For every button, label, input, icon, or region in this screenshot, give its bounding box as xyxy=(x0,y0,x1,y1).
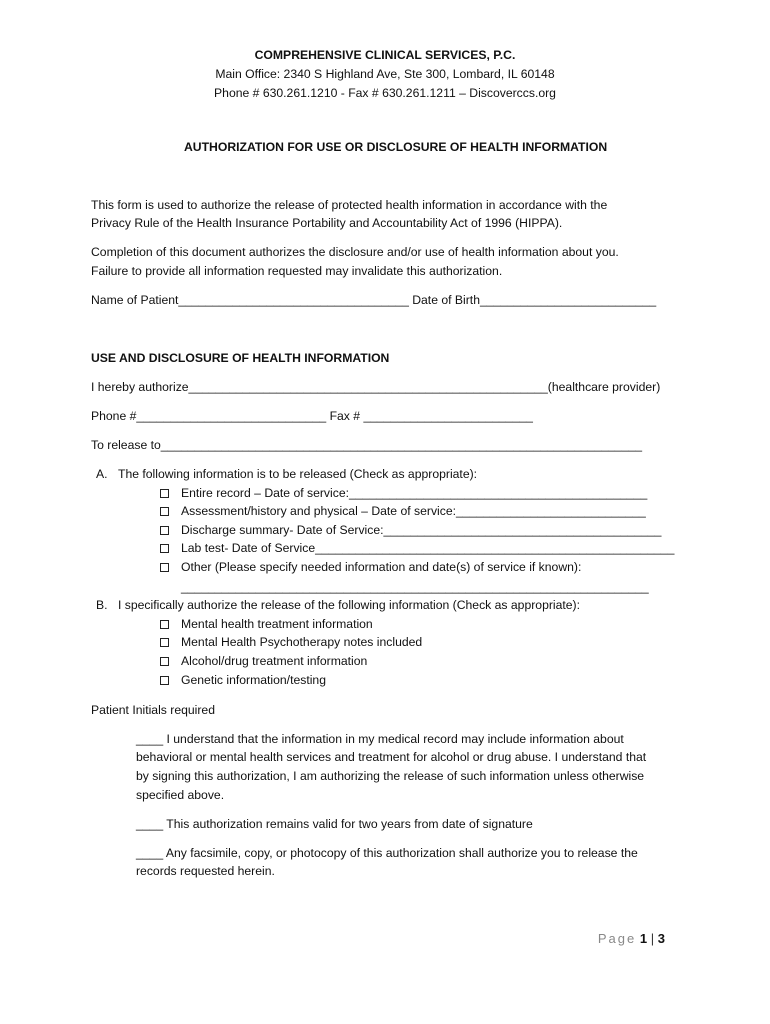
option-alcohol-drug: Alcohol/drug treatment information xyxy=(181,654,368,668)
checkbox-alcohol-drug[interactable] xyxy=(160,657,169,666)
checkbox-discharge-summary[interactable] xyxy=(160,526,169,535)
company-name: COMPREHENSIVE CLINICAL SERVICES, P.C. xyxy=(254,48,516,62)
checkbox-genetic[interactable] xyxy=(160,676,169,685)
option-lab-test: Lab test- Date of Service_____________________________________________________ xyxy=(181,541,675,555)
page-total: 3 xyxy=(657,931,665,946)
section-heading: USE AND DISCLOSURE OF HEALTH INFORMATION xyxy=(91,351,390,365)
initials-statement-1-line-1[interactable]: ____ I understand that the information in my medical record may include information about xyxy=(136,732,624,746)
checkbox-mental-health[interactable] xyxy=(160,620,169,629)
phone-fax-field[interactable]: Phone #____________________________ Fax # _________________________ xyxy=(91,409,533,423)
section-b-marker: B. xyxy=(96,598,108,612)
release-to-field[interactable]: To release to_______________________________________________________________________ xyxy=(91,438,643,452)
option-entire-record: Entire record – Date of service:____________________________________________ xyxy=(181,486,648,500)
section-b-heading: I specifically authorize the release of the following information (Check as appropriate): xyxy=(118,598,581,612)
section-a-marker: A. xyxy=(96,467,108,481)
intro-paragraph-1-line-2: Privacy Rule of the Health Insurance Portability and Accountability Act of 1996 (HIPPA). xyxy=(91,216,563,230)
form-title: AUTHORIZATION FOR USE OR DISCLOSURE OF HEALTH INFORMATION xyxy=(184,140,608,154)
option-discharge-summary: Discharge summary- Date of Service:_________________________________________ xyxy=(181,523,662,537)
option-mental-health: Mental health treatment information xyxy=(181,617,373,631)
initials-statement-1-line-3: by signing this authorization, I am authorizing the release of such information unless otherwise xyxy=(136,769,645,783)
initials-statement-3-line-2: records requested herein. xyxy=(136,864,275,878)
page-number xyxy=(540,931,665,946)
initials-statement-1-line-2: behavioral or mental health services and treatment for alcohol or drug abuse. I understand that xyxy=(136,750,647,764)
intro-paragraph-2-line-1: Completion of this document authorizes the disclosure and/or use of health information about you. xyxy=(91,245,619,259)
checkbox-assessment-history[interactable] xyxy=(160,507,169,516)
initials-statement-3-line-1[interactable]: ____ Any facsimile, copy, or photocopy of this authorization shall authorize you to release the xyxy=(136,846,638,860)
option-psychotherapy-notes: Mental Health Psychotherapy notes included xyxy=(181,635,423,649)
intro-paragraph-2-line-2: Failure to provide all information requested may invalidate this authorization. xyxy=(91,264,503,278)
other-specify-field[interactable]: _____________________________________________________________________ xyxy=(181,580,649,594)
section-a-heading: The following information is to be released (Check as appropriate): xyxy=(118,467,478,481)
option-other: Other (Please specify needed information and date(s) of service if known): xyxy=(181,560,582,574)
page-word: Page xyxy=(597,931,637,946)
checkbox-psychotherapy-notes[interactable] xyxy=(160,638,169,647)
company-address: Main Office: 2340 S Highland Ave, Ste 300, Lombard, IL 60148 xyxy=(215,67,555,81)
checkbox-lab-test[interactable] xyxy=(160,544,169,553)
initials-heading: Patient Initials required xyxy=(91,703,215,717)
initials-statement-1-line-4: specified above. xyxy=(136,788,225,802)
option-assessment-history: Assessment/history and physical – Date of service:____________________________ xyxy=(181,504,646,518)
checkbox-entire-record[interactable] xyxy=(160,489,169,498)
patient-name-dob-field[interactable]: Name of Patient__________________________________ Date of Birth__________________________ xyxy=(91,293,657,307)
intro-paragraph-1-line-1: This form is used to authorize the release of protected health information in accordance with the xyxy=(91,198,608,212)
initials-statement-2[interactable]: ____ This authorization remains valid for two years from date of signature xyxy=(136,817,533,831)
company-contact: Phone # 630.261.1210 - Fax # 630.261.1211 – Discoverccs.org xyxy=(214,86,556,100)
page-current: 1 xyxy=(639,931,648,946)
option-genetic: Genetic information/testing xyxy=(181,673,326,687)
authorize-provider-field[interactable]: I hereby authorize_____________________________________________________(healthcare provider) xyxy=(91,380,661,394)
checkbox-other[interactable] xyxy=(160,563,169,572)
page-separator: | xyxy=(650,931,655,946)
